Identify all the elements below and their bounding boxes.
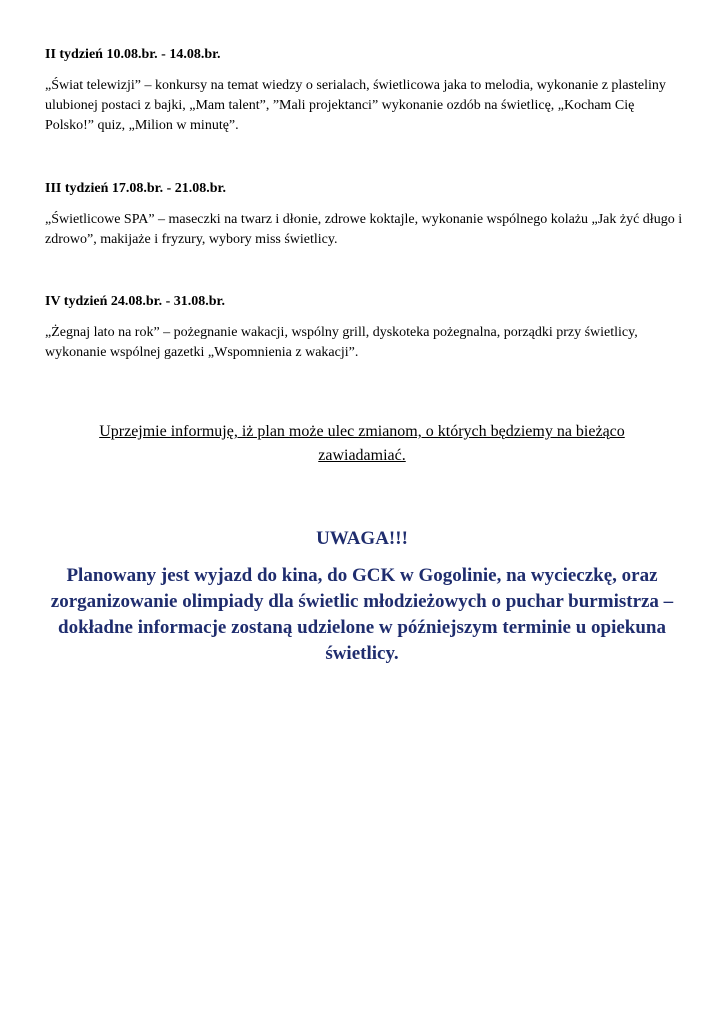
week-4-section bbox=[45, 293, 685, 363]
alert-title: UWAGA!!! bbox=[316, 528, 408, 549]
week-2-section bbox=[45, 46, 685, 136]
week-4-heading: IV tydzień 24.08.br. - 31.08.br. bbox=[45, 294, 225, 309]
week-4-description: „Żegnaj lato na rok” – pożegnanie wakacji, wspólny grill, dyskoteka pożegnalna, porządki przy świetlicy, wykonanie wspólnej gazetki „Wspomnienia z wakacji”. bbox=[45, 325, 638, 360]
week-3-heading: III tydzień 17.08.br. - 21.08.br. bbox=[45, 181, 226, 196]
week-3-description: „Świetlicowe SPA” – maseczki na twarz i dłonie, zdrowe koktajle, wykonanie wspólnego kolażu „Jak żyć długo i zdrowo”, makijaże i fryzury, wybory miss świetlicy. bbox=[45, 212, 683, 247]
alert-text: Planowany jest wyjazd do kina, do GCK w Gogolinie, na wycieczkę, oraz zorganizowanie olimpiady dla świetlic młodzieżowych o puchar burmistrza – dokładne informacje zostaną udzielone w późniejszym terminie u opiekuna świetlicy. bbox=[50, 565, 674, 664]
week-2-description: „Świat telewizji” – konkursy na temat wiedzy o serialach, świetlicowa jaka to melodia, wykonanie z plasteliny ulubionej postaci z bajki, „Mam talent”, ”Mali projektanci” wykonanie ozdób na świetlicę, „Kocham Cię Polsko!” quiz, „Milion w minutę”. bbox=[45, 78, 666, 133]
plan-change-note: Uprzejmie informuję, iż plan może ulec zmianom, o których będziemy na bieżąco zawiadamiać. bbox=[99, 423, 625, 464]
week-2-heading: II tydzień 10.08.br. - 14.08.br. bbox=[45, 47, 221, 62]
week-3-section bbox=[45, 180, 685, 250]
